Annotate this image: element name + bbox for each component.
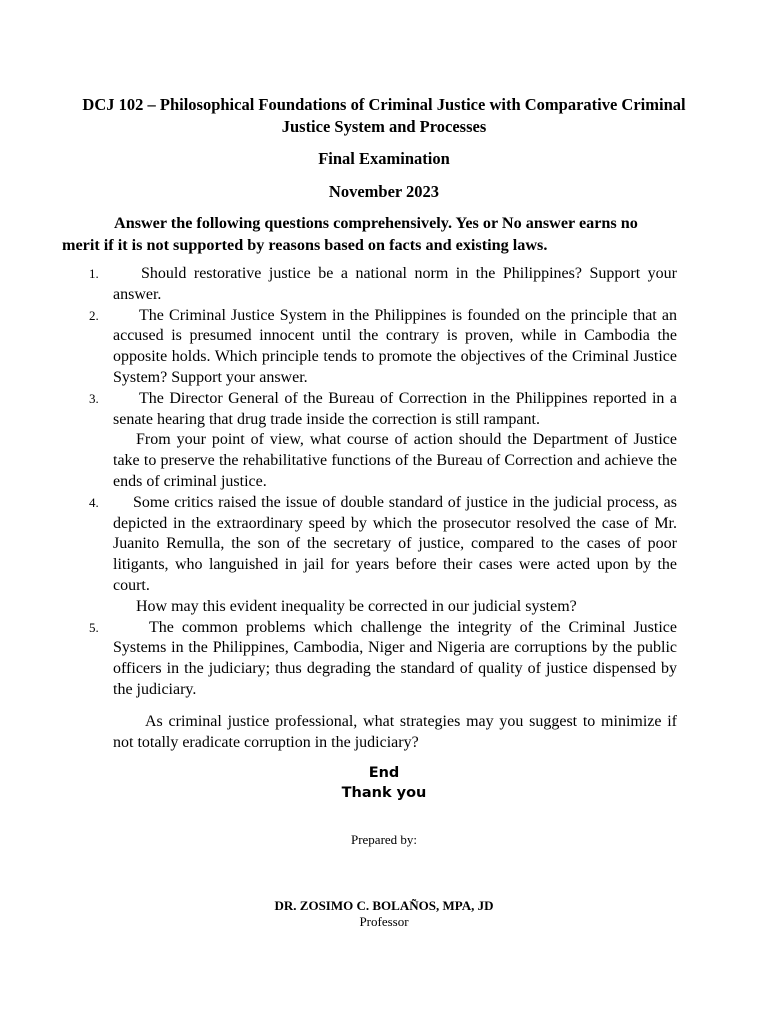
thank-you-label: Thank you: [341, 784, 427, 801]
closing-question: As criminal justice professional, what strategies may you suggest to minimize if not totally eradicate corruption in the judiciary?: [113, 713, 677, 751]
question-number: 2.: [89, 307, 99, 323]
prepared-by-label: Prepared by:: [350, 832, 418, 847]
question-1: [0, 264, 677, 306]
question-4: [0, 493, 677, 618]
question-number: 3.: [89, 390, 99, 406]
question-text: Should restorative justice be a national norm in the Philippines? Support your answer.: [113, 265, 677, 303]
question-5: [0, 618, 677, 701]
question-2: [0, 306, 677, 389]
exam-type: Final Examination: [318, 149, 450, 168]
end-label: End: [368, 765, 400, 781]
question-list: [0, 264, 768, 701]
professor-name: DR. ZOSIMO C. BOLAÑOS, MPA, JD: [274, 898, 494, 913]
course-title: DCJ 102 – Philosophical Foundations of Criminal Justice with Comparative Criminal Justice System and Processes: [82, 95, 686, 136]
question-text: The common problems which challenge the integrity of the Criminal Justice Systems in the Philippines, Cambodia, Niger and Nigeria are corruptions by the public officers in the judiciary; thus degrading the standard of quality of justice dispensed by the judiciary.: [113, 618, 677, 698]
instructions-line-1: Answer the following questions comprehensively. Yes or No answer earns no: [114, 214, 638, 232]
instructions-line-2: merit if it is not supported by reasons based on facts and existing laws.: [62, 236, 548, 254]
question-number: 1.: [89, 266, 99, 281]
professor-role: Professor: [359, 914, 409, 929]
question-text: Some critics raised the issue of double standard of justice in the judicial process, as depicted in the extraordinary speed by which the prosecutor resolved the case of Mr. Juanito Remulla, the son of the secretary of justice, compared to the cases of poor litigants, who languished in jail for years before their cases were acted upon by the court.: [113, 493, 677, 594]
question-text: The Director General of the Bureau of Correction in the Philippines reported in a senate hearing that drug trade inside the correction is still rampant.: [113, 389, 677, 428]
question-followup: From your point of view, what course of action should the Department of Justice take to preserve the rehabilitative functions of the Bureau of Correction and achieve the ends of criminal justice.: [113, 431, 677, 490]
question-number: 4.: [89, 494, 99, 510]
instructions: [62, 212, 678, 256]
end-block: [0, 764, 768, 803]
question-number: 5.: [89, 619, 99, 635]
exam-date: November 2023: [328, 182, 440, 201]
question-3: [0, 389, 677, 493]
signature-block: [0, 898, 768, 930]
question-text: The Criminal Justice System in the Philippines is founded on the principle that an accused is presumed innocent until the contrary is proven, while in Cambodia the opposite holds. Which principle tends to promote the objectives of the Criminal Justice System? Support your answer.: [113, 306, 677, 386]
question-followup: How may this evident inequality be corrected in our judicial system?: [136, 597, 577, 615]
